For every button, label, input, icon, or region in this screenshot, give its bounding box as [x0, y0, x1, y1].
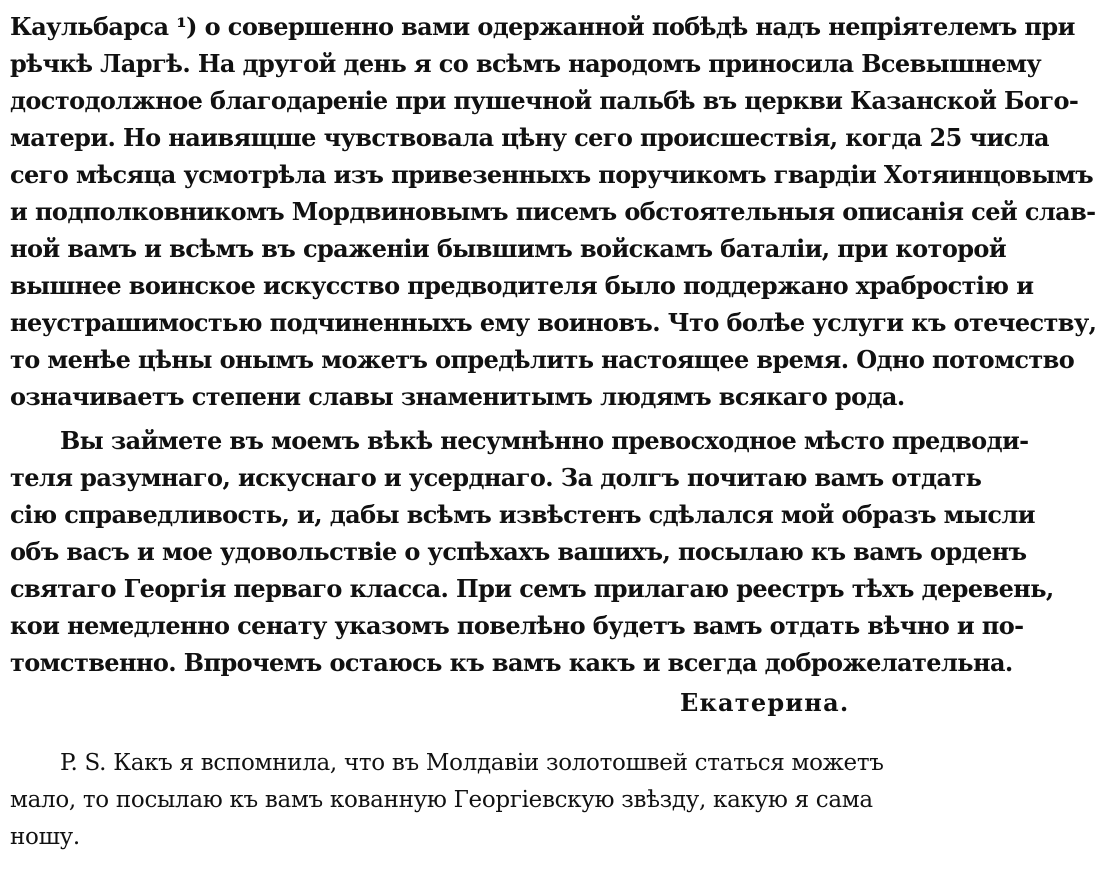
postscript-line: мало, то посылаю къ вамъ кованную Георгіевскую звѣзду, какую я сама — [10, 787, 873, 813]
text-line: достодолжное благодареніе при пушечной пальбѣ въ церкви Казанской Бого- — [10, 86, 1079, 115]
text-line: кои немедленно сенату указомъ повелѣно будетъ вамъ отдать вѣчно и по- — [10, 611, 1024, 640]
text-line: объ васъ и мое удовольствіе о успѣхахъ вашихъ, посылаю къ вамъ орденъ — [10, 537, 1027, 566]
text-line: матери. Но наивящше чувствовала цѣну сего происшествія, когда 25 числа — [10, 123, 1049, 152]
postscript-line: ношу. — [10, 824, 80, 850]
text-line: святаго Георгія перваго класса. При семъ прилагаю реестръ тѣхъ деревень, — [10, 574, 1054, 603]
text-line: сего мѣсяца усмотрѣла изъ привезенныхъ поручикомъ гвардіи Хотяинцовымъ — [10, 160, 1094, 189]
postscript-line: P. S. Какъ я вспомнила, что въ Молдавіи золотошвей статься можетъ — [60, 750, 884, 776]
text-line: то менѣе цѣны онымъ можетъ опредѣлить настоящее время. Одно потомство — [10, 345, 1075, 374]
text-line: рѣчкѣ Ларгѣ. На другой день я со всѣмъ народомъ приносила Всевышнему — [10, 49, 1041, 78]
text-line: неустрашимостью подчиненныхъ ему воиновъ. Что болѣе услуги къ отечеству, — [10, 308, 1096, 337]
text-line: томственно. Впрочемъ остаюсь къ вамъ какъ и всегда доброжелательна. — [10, 648, 1013, 677]
text-line: ной вамъ и всѣмъ въ сраженіи бывшимъ войскамъ баталіи, при которой — [10, 234, 1007, 263]
text-line: Вы займете въ моемъ вѣкѣ несумнѣнно превосходное мѣсто предводи- — [60, 426, 1029, 455]
text-line: Каульбарса ¹) о совершенно вами одержанной побѣдѣ надъ непріятелемъ при — [10, 12, 1075, 41]
text-line: сію справедливость, и, дабы всѣмъ извѣстенъ сдѣлался мой образъ мысли — [10, 500, 1035, 529]
signature: Екатерина. — [680, 688, 850, 717]
text-line: вышнее воинское искусство предводителя было поддержано храбростію и — [10, 271, 1034, 300]
text-line: означиваетъ степени славы знаменитымъ людямъ всякаго рода. — [10, 382, 905, 411]
text-line: и подполковникомъ Мордвиновымъ писемъ обстоятельныя описанія сей слав- — [10, 197, 1096, 226]
text-line: теля разумнаго, искуснаго и усерднаго. За долгъ почитаю вамъ отдать — [10, 463, 982, 492]
